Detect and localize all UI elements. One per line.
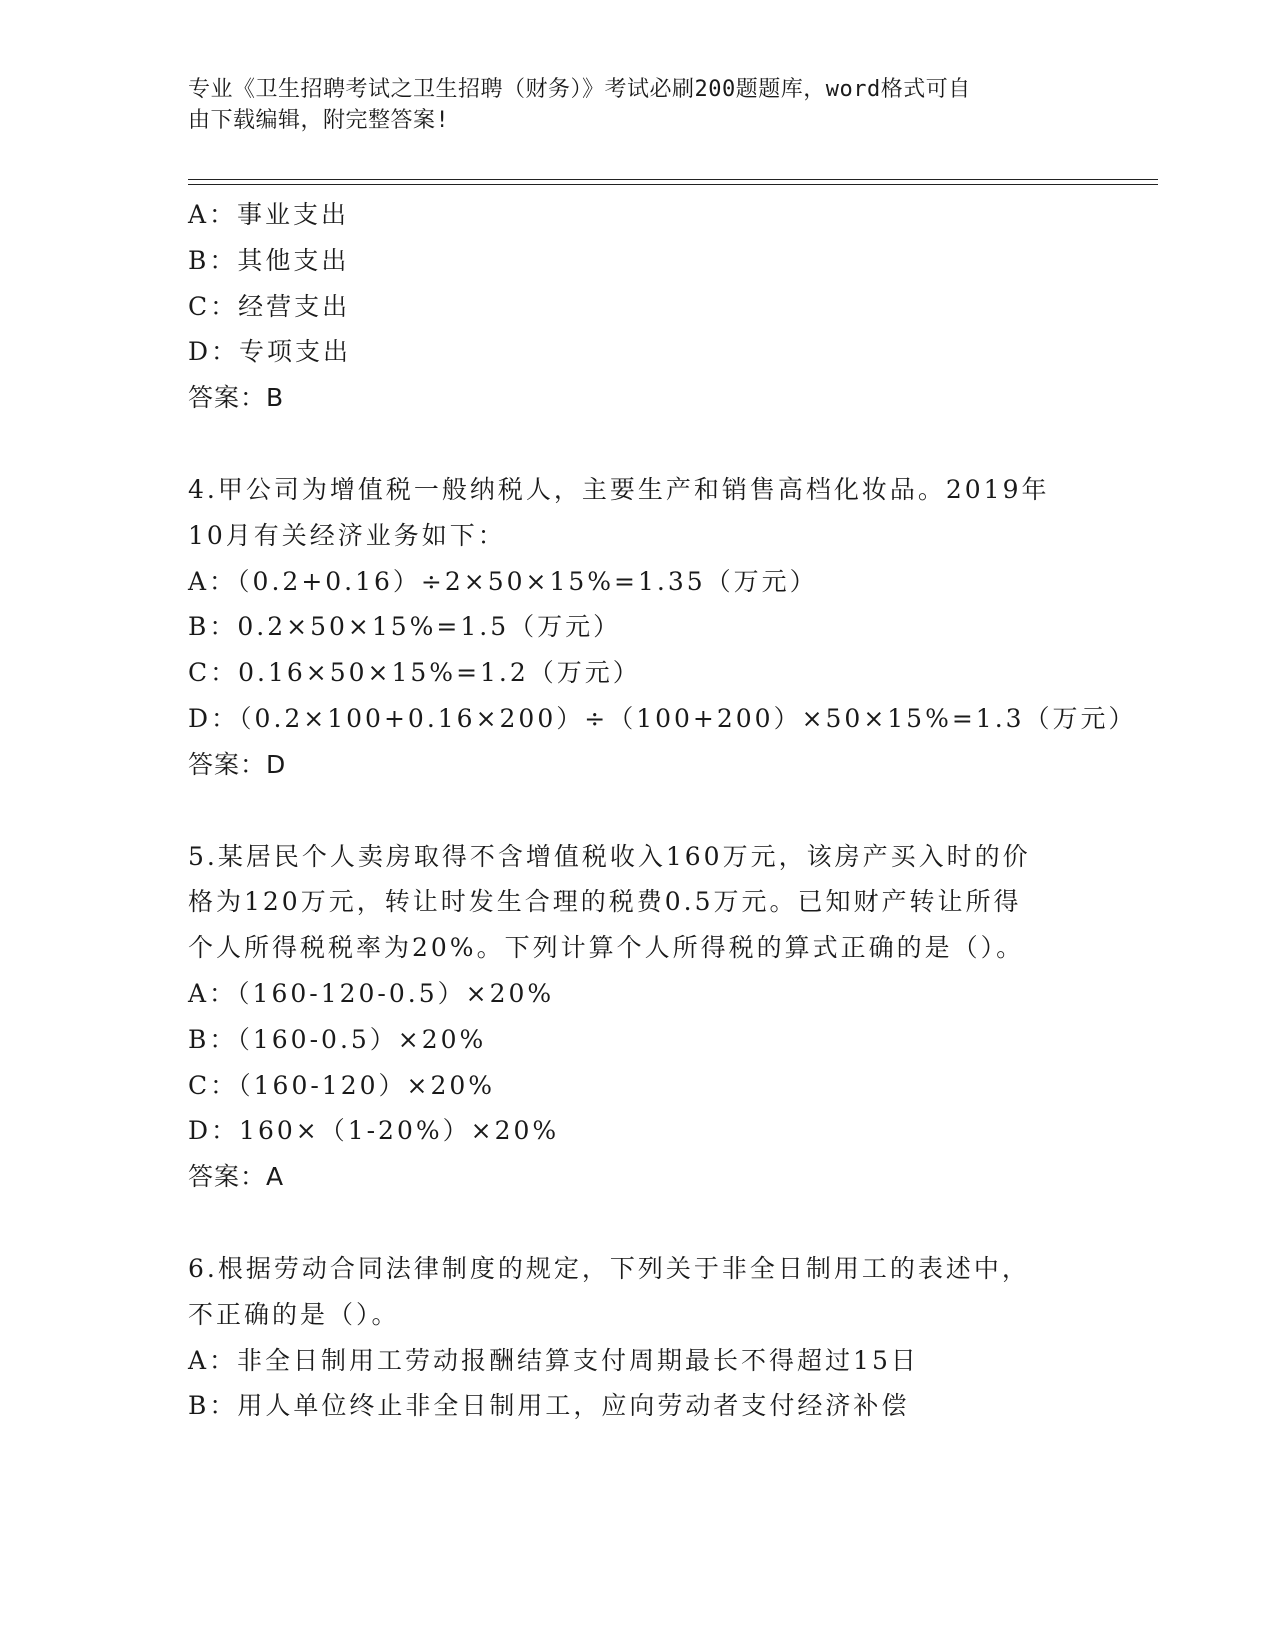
answer: 答案：A [188,1162,285,1192]
question-stem: 10月有关经济业务如下： [188,520,506,550]
option-b: B：0.2×50×15%=1.5（万元） [188,612,622,642]
question-list [188,192,1137,1429]
question-5 [188,834,1088,1200]
option-a: A：（160-120-0.5）×20% [188,978,555,1008]
option-b: B：其他支出 [188,245,350,275]
header-line: 由下载编辑，附完整答案! [188,108,450,133]
answer: 答案：B [188,383,285,413]
option-b: B：（160-0.5）×20% [188,1024,487,1054]
question-6 [188,1246,1088,1429]
option-c: C：（160-120）×20% [188,1070,496,1100]
option-a: A：非全日制用工劳动报酬结算支付周期最长不得超过15日 [188,1345,919,1375]
question-stem: 5.某居民个人卖房取得不含增值税收入160万元，该房产买入时的价 [188,841,1031,871]
answer: 答案：D [188,749,287,779]
question-stem: 个人所得税税率为20%。下列计算个人所得税的算式正确的是（）。 [188,933,1025,963]
header-line: 专业《卫生招聘考试之卫生招聘（财务）》考试必刷200题题库，word格式可自 [188,77,971,102]
option-c: C：0.16×50×15%=1.2（万元） [188,658,641,688]
document-header [188,74,1068,136]
question-4 [188,467,1137,788]
option-d: D：（0.2×100+0.16×200）÷（100+200）×50×15%=1.3（万元） [188,703,1137,733]
option-c: C：经营支出 [188,291,351,321]
question-stem: 格为120万元，转让时发生合理的税费0.5万元。已知财产转让所得 [188,887,1022,917]
question-3 [188,192,1088,421]
option-b: B：用人单位终止非全日制用工，应向劳动者支付经济补偿 [188,1391,910,1421]
option-a: A：（0.2+0.16）÷2×50×15%=1.35（万元） [188,566,818,596]
option-d: D：160×（1-20%）×20% [188,1116,560,1146]
question-stem: 不正确的是（）。 [188,1299,400,1329]
header-rule [188,179,1158,180]
option-d: D：专项支出 [188,337,352,367]
option-a: A：事业支出 [188,200,350,229]
question-stem: 6.根据劳动合同法律制度的规定，下列关于非全日制用工的表述中， [188,1253,1030,1283]
question-stem: 4.甲公司为增值税一般纳税人，主要生产和销售高档化妆品。2019年 [188,474,1050,504]
header-rule [188,184,1158,185]
